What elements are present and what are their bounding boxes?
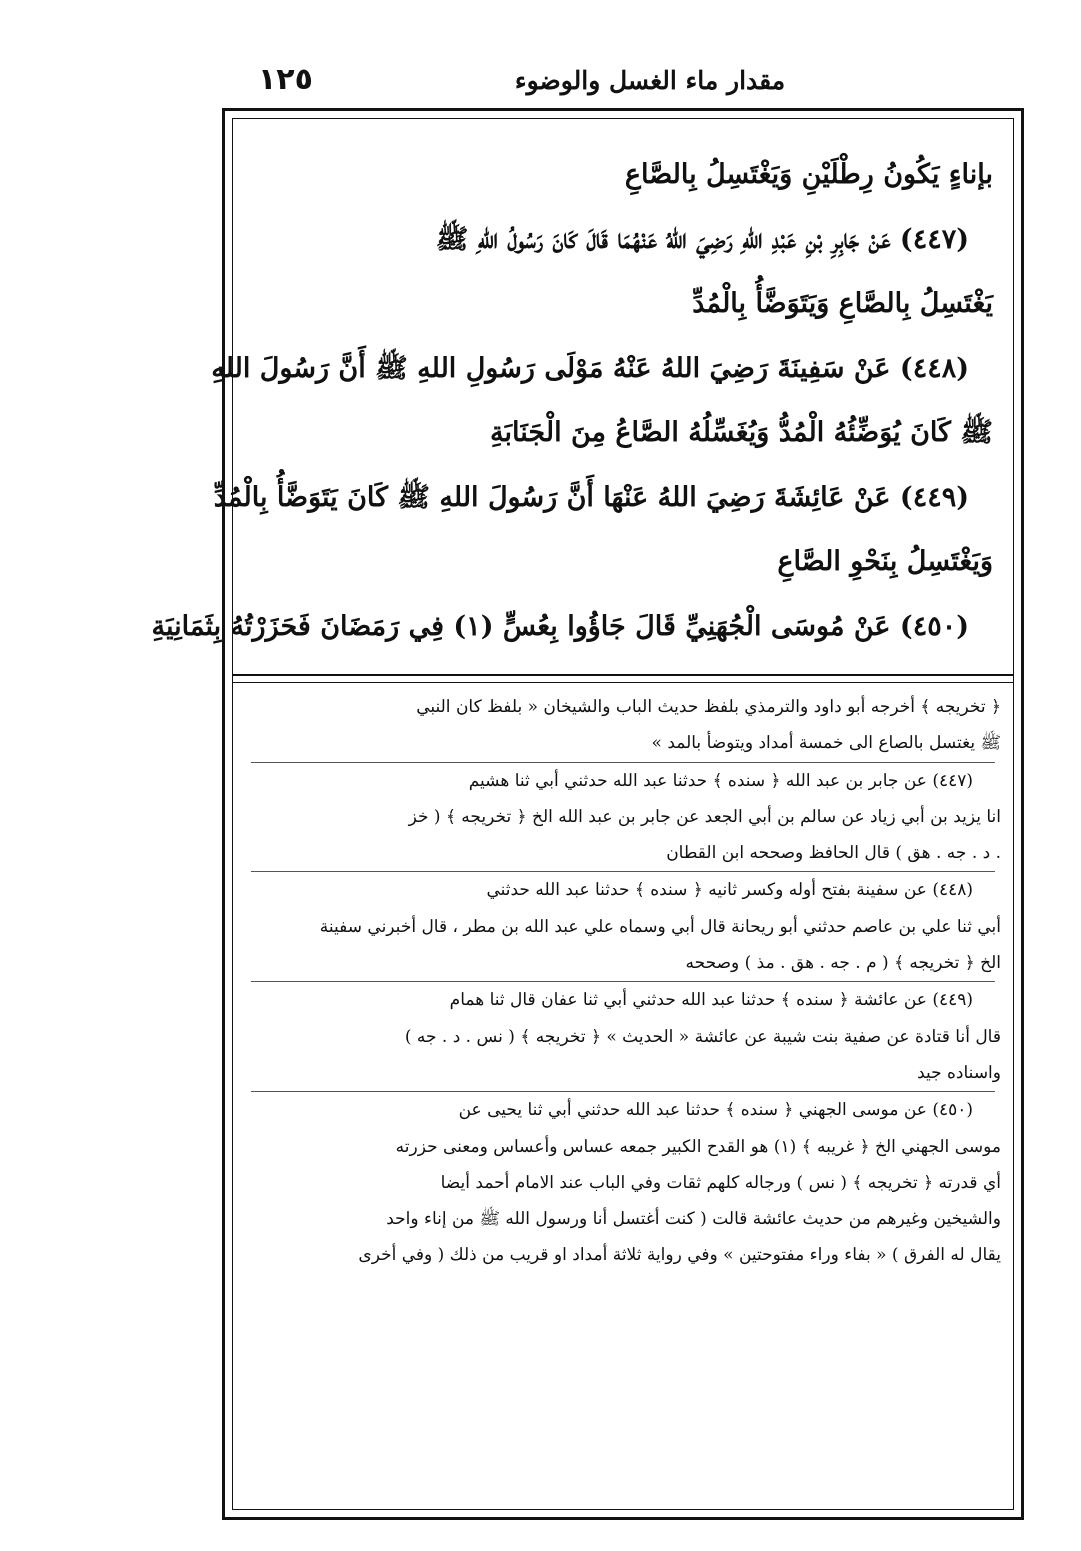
hadith-line: (٤٥٠) عَنْ مُوسَى الْجُهَنِيِّ قَالَ جَاؤُوا بِعُسٍّ (١) فِي رَمَضَانَ فَحَزَرْتُهُ بِثَمَانِيَةِ bbox=[151, 610, 969, 642]
note-line: واسناده جيد bbox=[917, 1062, 1001, 1083]
note-block bbox=[245, 982, 1001, 1091]
hadith-line: (٤٤٨) عَنْ سَفِينَةَ رَضِيَ اللهُ عَنْهُ مَوْلَى رَسُولِ اللهِ ﷺ أَنَّ رَسُولَ اللهِ bbox=[211, 352, 969, 384]
note-line: يقال له الفرق ) « بفاء وراء مفتوحتين » وفي رواية ثلاثة أمداد او قريب من ذلك ( وفي أخرى bbox=[358, 1245, 1001, 1266]
note-line: والشيخين وغيرهم من حديث عائشة قالت ( كنت أغتسل أنا ورسول الله ﷺ من إناء واحد bbox=[386, 1209, 1001, 1230]
note-block bbox=[245, 689, 1001, 762]
note-line: ﴿ تخريجه ﴾ أخرجه أبو داود والترمذي بلفظ حديث الباب والشيخان « بلفظ كان النبي bbox=[416, 697, 1001, 717]
hadith-line: (٤٤٧) عَنْ جَابِرِ بْنِ عَبْدِ اللهِ رَضِيَ اللهُ عَنْهُمَا قَالَ كَانَ رَسُولُ اللهِ ﷺ bbox=[435, 223, 969, 255]
note-block bbox=[245, 763, 1001, 872]
note-line: ﷺ يغتسل بالصاع الى خمسة أمداد ويتوضأ بالمد » bbox=[651, 733, 1001, 754]
note-line: (٤٤٨) عن سفينة بفتح أوله وكسر ثانيه ﴿ سنده ﴾ حدثنا عبد الله حدثني bbox=[486, 880, 973, 901]
note-block bbox=[245, 872, 1001, 981]
page-number: ١٢٥ bbox=[258, 62, 313, 97]
note-line: موسى الجهني الخ ﴿ غريبه ﴾ (١) هو القدح الكبير جمعه عساس وأعساس ومعنى حزرته bbox=[395, 1136, 1001, 1157]
footnotes bbox=[245, 689, 1001, 1274]
note-block bbox=[245, 1092, 1001, 1273]
hadith-line: بإناءٍ يَكُونُ رِطْلَيْنِ وَيَغْتَسِلُ بِالصَّاعِ bbox=[624, 159, 993, 190]
hadith-line: يَغْتَسِلُ بِالصَّاعِ وَيَتَوَضَّأُ بِالْمُدِّ bbox=[692, 288, 993, 319]
note-line: أبي ثنا علي بن عاصم حدثني أبو ريحانة قال أبي وسماه علي عبد الله بن مطر ، قال أخبرني سفينة bbox=[319, 916, 1001, 937]
note-line: (٤٤٩) عن عائشة ﴿ سنده ﴾ حدثنا عبد الله حدثني أبي ثنا عفان قال ثنا همام bbox=[449, 990, 973, 1011]
note-line: . د . جه . هق ) قال الحافظ وصححه ابن القطان bbox=[666, 843, 1001, 864]
note-line: انا يزيد بن أبي زياد عن سالم بن أبي الجعد عن جابر بن عبد الله الخ ﴿ تخريجه ﴾ ( خز bbox=[408, 806, 1001, 827]
note-line: (٤٤٧) عن جابر بن عبد الله ﴿ سنده ﴾ حدثنا عبد الله حدثني أبي ثنا هشيم bbox=[468, 770, 973, 791]
footnote-divider bbox=[233, 674, 1013, 683]
hadith-text bbox=[151, 143, 993, 659]
note-line: الخ ﴿ تخريجه ﴾ ( م . جه . هق . مذ ) وصححه bbox=[685, 953, 1001, 974]
note-line: قال أنا قتادة عن صفية بنت شيبة عن عائشة « الحديث » ﴿ تخريجه ﴾ ( نس . د . جه ) bbox=[404, 1026, 1001, 1047]
hadith-line: (٤٤٩) عَنْ عَائِشَةَ رَضِيَ اللهُ عَنْهَا أَنَّ رَسُولَ اللهِ ﷺ كَانَ يَتَوَضَّأُ بِالْمُدِّ bbox=[213, 481, 969, 513]
hadith-line: وَيَغْتَسِلُ بِنَحْوِ الصَّاعِ bbox=[777, 546, 993, 577]
page-frame-inner bbox=[151, 118, 1014, 1510]
running-title: مقدار ماء الغسل والوضوء bbox=[514, 66, 786, 95]
note-line: أي قدرته ﴿ تخريجه ﴾ ( نس ) ورجاله كلهم ثقات وفي الباب عند الامام أحمد أيضا bbox=[440, 1172, 1001, 1193]
hadith-line: ﷺ كَانَ يُوَضِّئُهُ الْمُدُّ وَيُغَسِّلُهُ الصَّاعُ مِنَ الْجَنَابَةِ bbox=[490, 417, 993, 448]
note-line: (٤٥٠) عن موسى الجهني ﴿ سنده ﴾ حدثنا عبد الله حدثني أبي ثنا يحيى عن bbox=[458, 1100, 973, 1121]
